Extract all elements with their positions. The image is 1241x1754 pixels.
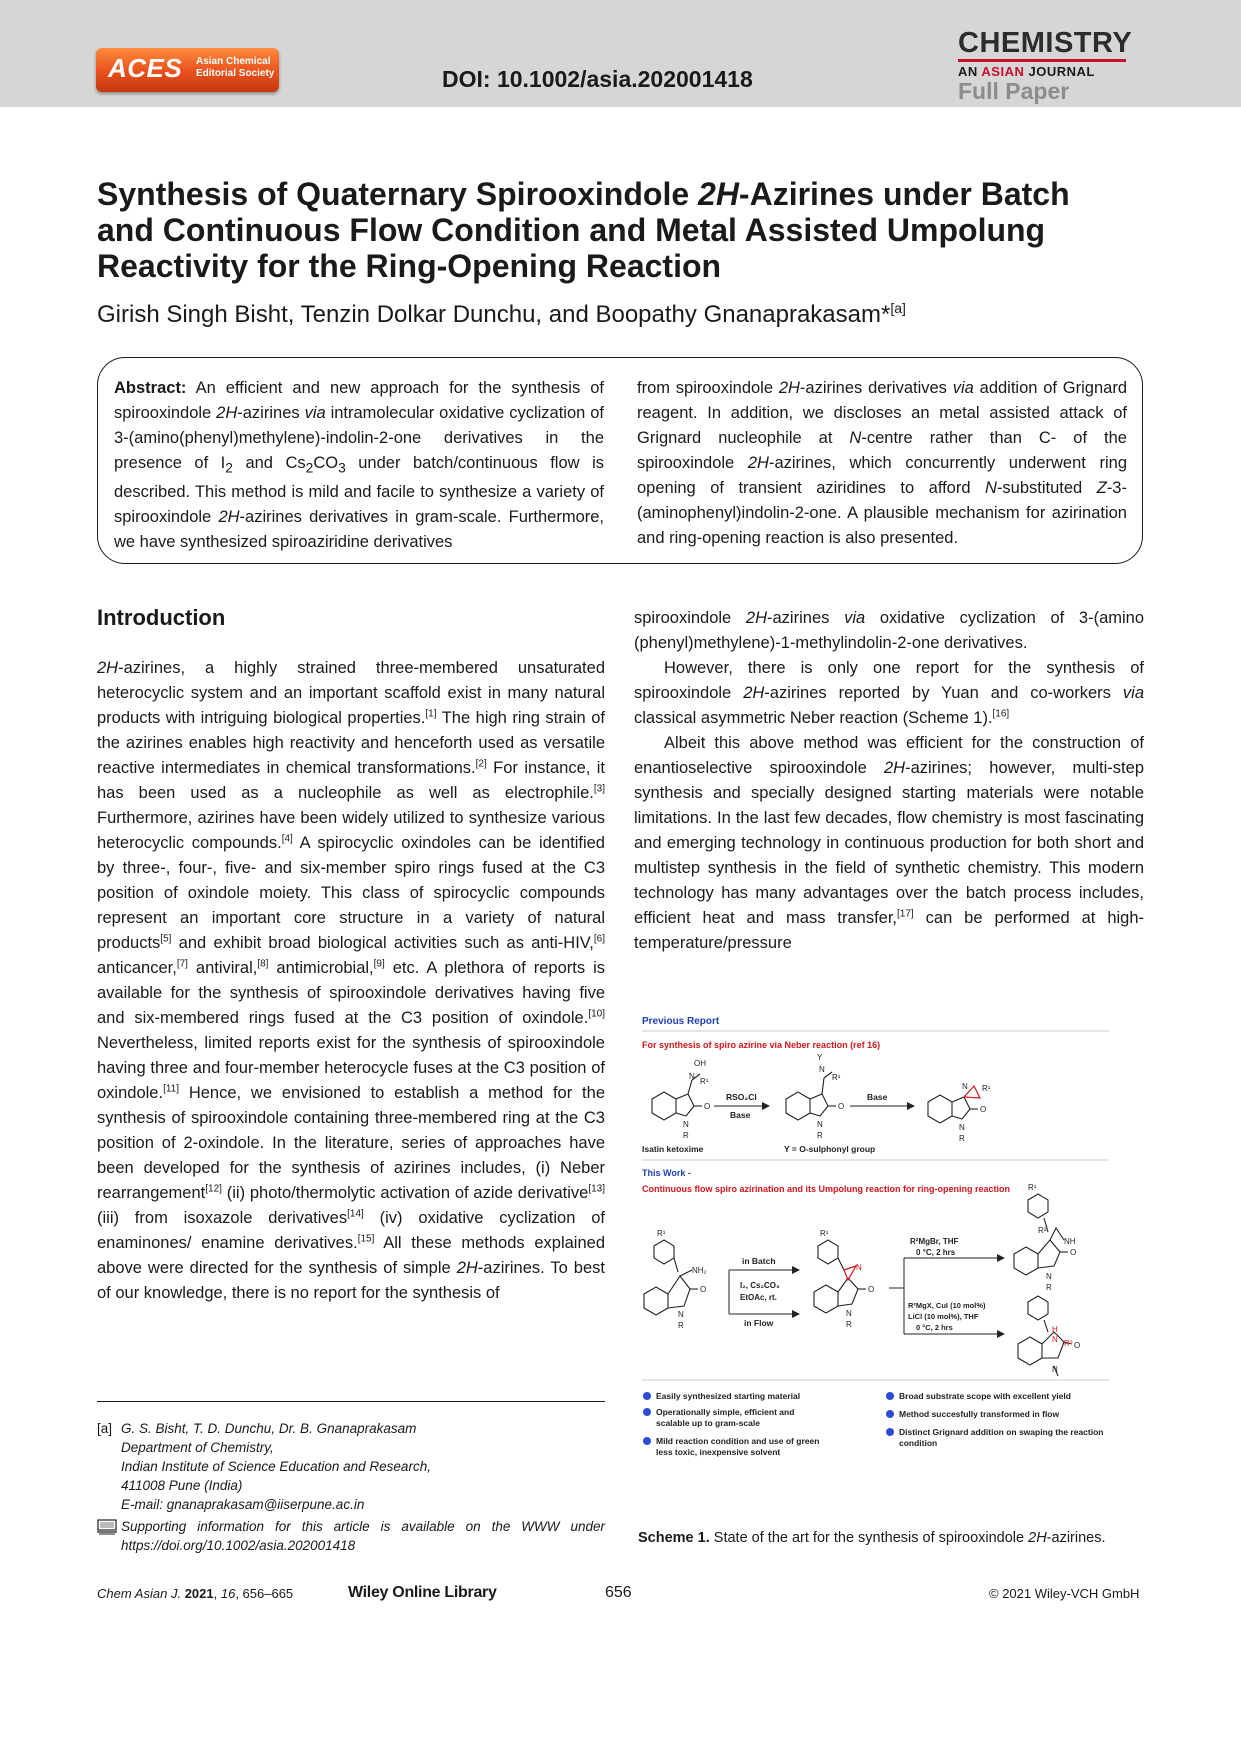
j2a: AN xyxy=(958,64,982,79)
t13: anticancer, xyxy=(97,959,177,977)
grignard-bottom-reagent: R²MgX, CuI (10 mol%) xyxy=(908,1301,986,1310)
abs-r12: -3-(aminophenyl)indolin-2-one. A plausible mechanism for azirination and ring-opening reaction is also presented. xyxy=(637,479,1127,547)
abs-l3: via xyxy=(304,404,326,422)
r-label-3: R xyxy=(959,1134,965,1143)
n-red-label: N xyxy=(1052,1335,1058,1344)
reagent-base-1: Base xyxy=(730,1110,751,1120)
bullet-6-text-2: condition xyxy=(899,1438,938,1448)
this-work-label: This Work - xyxy=(642,1168,691,1178)
r3a: Albeit this above method was efficient for the construction of enantioselective spirooxindole xyxy=(634,734,1144,777)
page-header xyxy=(0,0,1241,107)
abs-l0: An efficient and new approach for the synthesis of spirooxindole xyxy=(114,379,604,422)
ref-16[interactable]: [16] xyxy=(992,708,1010,720)
page-number: 656 xyxy=(605,1584,632,1601)
bullet-4: Broad substrate scope with excellent yield xyxy=(899,1391,1071,1401)
n-label-11: N xyxy=(1052,1365,1058,1374)
abstract-label: Abstract: xyxy=(114,379,187,397)
r2-label-1: R² xyxy=(1038,1226,1047,1235)
ref-13[interactable]: [13] xyxy=(588,1183,605,1195)
r2b: 2H xyxy=(743,684,765,702)
r1-label-2: R¹ xyxy=(832,1073,841,1082)
caption-italic: 2H xyxy=(1028,1530,1047,1546)
t25: (ii) photo/thermolytic activation of azide derivative xyxy=(221,1184,589,1202)
bullet-dot xyxy=(886,1410,894,1418)
journal-name: CHEMISTRY xyxy=(958,27,1133,59)
t17: antimicrobial, xyxy=(268,959,374,977)
abs-r9: N xyxy=(985,479,997,497)
abs-r7: 2H xyxy=(747,454,769,472)
abs-l1: 2H xyxy=(216,404,238,422)
r-label-1: R xyxy=(683,1131,689,1140)
isatin-ketoxime-label: Isatin ketoxime xyxy=(642,1144,704,1154)
r3e: can be performed at high-temperature/pressure xyxy=(634,909,1145,952)
aces-logo-subtext xyxy=(196,56,274,80)
caption-label: Scheme 1. xyxy=(638,1530,710,1546)
bullet-3-text-2: less toxic, inexpensive solvent xyxy=(656,1447,781,1457)
y-definition-label: Y = O-sulphonyl group xyxy=(784,1144,876,1154)
footnote-body xyxy=(121,1419,605,1514)
abstract-box xyxy=(97,357,1143,564)
abs-l6: and Cs xyxy=(232,454,306,472)
intro-right-paragraph-3 xyxy=(634,731,1144,956)
ref-9[interactable]: [9] xyxy=(373,958,385,970)
t33: -azirines. To best of our knowledge, there is no report for the synthesis of xyxy=(97,1259,605,1302)
r1-label-3: R¹ xyxy=(982,1084,991,1093)
wiley-online-library[interactable]: Wiley Online Library xyxy=(348,1584,497,1601)
abstract-left xyxy=(114,376,604,555)
abs-r5: N xyxy=(849,429,862,447)
scheme-caption xyxy=(638,1530,1106,1546)
t27: (iii) from isoxazole derivatives xyxy=(97,1209,348,1227)
title-italic: 2H xyxy=(698,176,739,212)
o-label-5: O xyxy=(868,1285,875,1294)
r1e: oxidative cyclization of 3-(amino (phenyl)methylene)-1-methylindolin-2-one derivatives. xyxy=(634,609,1145,652)
bullet-dot xyxy=(643,1408,651,1416)
r2c: -azirines reported by Yuan and co-workers xyxy=(764,684,1123,702)
footnote-rule xyxy=(97,1401,605,1402)
grignard-bottom-condition: 0 °C, 2 hrs xyxy=(916,1323,953,1332)
title-part-2: -Azirines under Batch and Continuous Flow Condition and Metal Assisted Umpolung Reactivity for the Ring-Opening Reaction xyxy=(97,176,1070,284)
r1-label-1: R¹ xyxy=(700,1077,709,1086)
r2d: via xyxy=(1122,684,1144,702)
intro-right-paragraph-1 xyxy=(634,606,1144,656)
journal-rule xyxy=(958,59,1126,62)
r2-label-2: R² xyxy=(1064,1339,1073,1348)
bullet-2-text: Operationally simple, efficient and xyxy=(656,1407,795,1417)
footnote-line-3: Indian Institute of Science Education and Research, xyxy=(121,1459,431,1474)
ring-opened-product xyxy=(1018,1296,1072,1376)
abs-r10: -substituted xyxy=(996,479,1097,497)
n-label-9: N xyxy=(846,1309,852,1318)
r-label-5: R xyxy=(846,1320,852,1329)
previous-report-label: Previous Report xyxy=(642,1016,720,1027)
o-label-6: O xyxy=(1070,1248,1077,1257)
scheme-1-figure xyxy=(634,1014,1144,1514)
footnote-email[interactable]: E-mail: gnanaprakasam@iiserpune.ac.in xyxy=(121,1497,365,1512)
aces-sub-2: Editorial Society xyxy=(196,68,275,79)
r-label-4: R xyxy=(678,1321,684,1330)
sulphonyl-oxime-structure xyxy=(786,1072,836,1120)
abs-l7: 2 xyxy=(305,460,314,476)
caption-text-1: State of the art for the synthesis of spirooxindole xyxy=(709,1530,1029,1546)
t3: The high ring strain of the azirines enables high reactivity and henceforth used as versatile reactive intermediates in chemical transformations. xyxy=(97,709,605,777)
n-label-7: N xyxy=(678,1310,684,1319)
grignard-top-reagent: R²MgBr, THF xyxy=(910,1237,959,1246)
o-label-3: O xyxy=(980,1105,987,1114)
r1-label-4: R¹ xyxy=(657,1229,666,1238)
abs-r11: Z xyxy=(1096,479,1107,497)
n-label-8: N xyxy=(856,1263,862,1272)
ref-7[interactable]: [7] xyxy=(176,958,188,970)
article-type: Full Paper xyxy=(958,78,1070,104)
n-label-3: N xyxy=(819,1065,825,1074)
bullet-dot xyxy=(886,1428,894,1436)
abs-r8: -azirines, which concurrently underwent ring opening of transient aziridines to afford xyxy=(637,454,1127,497)
nh2-label: NH₂ xyxy=(692,1266,707,1275)
t9: A spirocyclic oxindoles can be identified by three-, four-, five- and six-member spiro rings fused at the C3 position of oxindole moiety. This class of spirocyclic compounds represent an important core structure in a variety of natural products xyxy=(97,834,605,952)
r2a: However, there is only one report for the synthesis of spirooxindole xyxy=(634,659,1144,702)
intro-left-column xyxy=(97,656,605,1306)
bullet-2 xyxy=(656,1407,794,1428)
bullet-2-text-2: scalable up to gram-scale xyxy=(656,1418,760,1428)
reagents-etoac: EtOAc, rt. xyxy=(740,1293,777,1302)
abs-r3: via xyxy=(952,379,974,397)
t0: 2H xyxy=(97,659,119,677)
ref-8[interactable]: [8] xyxy=(257,958,269,970)
bullet-3-text: Mild reaction condition and use of green xyxy=(656,1436,820,1446)
r3b: 2H xyxy=(883,759,906,777)
abs-l10: under batch/continuous flow is described. This method is mild and facile to synthesize a variety of spirooxindole xyxy=(114,454,604,527)
intro-paragraph-1 xyxy=(97,656,605,1306)
n-label-4: N xyxy=(817,1120,823,1129)
r1-label-6: R¹ xyxy=(1028,1183,1037,1192)
bullet-6 xyxy=(899,1427,1104,1448)
this-work-subtitle: Continuous flow spiro azirination and its Umpolung reaction for ring-opening reaction xyxy=(642,1184,1010,1194)
spiro-azirine-product-2 xyxy=(814,1240,866,1313)
bullet-dot xyxy=(643,1392,651,1400)
t32: 2H xyxy=(456,1259,478,1277)
abs-r2: -azirines derivatives xyxy=(799,379,953,397)
j2b: ASIAN xyxy=(981,64,1025,79)
oh-label: OH xyxy=(694,1059,706,1068)
abs-l2: -azirines xyxy=(237,404,305,422)
ref-1[interactable]: [1] xyxy=(425,708,437,720)
abs-l5: 2 xyxy=(225,460,233,476)
r1a: spirooxindole xyxy=(634,609,746,627)
title-part-1: Synthesis of Quaternary Spirooxindole xyxy=(97,176,699,212)
caption-text-2: -azirines. xyxy=(1046,1530,1106,1546)
abs-l8: CO xyxy=(313,454,339,472)
t23: Hence, we envisioned to establish a method for the synthesis of spirooxindole containing three-membered ring at the C3 position of 2-oxindole. In the literature, series of approaches have been developed for the synthesis of azirines includes, (i) Neber rearrangement xyxy=(97,1084,605,1202)
section-heading-introduction: Introduction xyxy=(97,605,226,630)
t1: -azirines, a highly strained three-membered unsaturated heterocyclic system and an important scaffold exist in many natural products with intriguing biological properties. xyxy=(97,659,605,727)
ref-11[interactable]: [11] xyxy=(163,1083,179,1095)
reagent-base-2: Base xyxy=(867,1092,888,1102)
ref-12[interactable]: [12] xyxy=(205,1183,222,1195)
nh-red-label: H xyxy=(1052,1325,1058,1334)
article-title xyxy=(97,176,1097,284)
footnote-line-2: Department of Chemistry, xyxy=(121,1440,274,1455)
abs-l4: intramolecular oxidative cyclization of 3-(amino(phenyl)methylene)-indolin-2-one derivatives in the presence of I xyxy=(114,404,605,472)
grignard-bottom-additive: LiCl (10 mol%), THF xyxy=(908,1312,979,1321)
footer-copyright: © 2021 Wiley-VCH GmbH xyxy=(989,1586,1140,1601)
o-label-1: O xyxy=(704,1102,711,1111)
j2c: JOURNAL xyxy=(1024,64,1095,79)
t15: antiviral, xyxy=(187,959,258,977)
t21: Nevertheless, limited reports exist for the synthesis of spirooxindole having three and four-member heterocycle fuses at the C3 position of oxindole. xyxy=(97,1034,605,1102)
ref-6[interactable]: [6] xyxy=(593,933,605,945)
footer-pages: 656–665 xyxy=(242,1586,294,1601)
ref-4[interactable]: [4] xyxy=(281,833,293,845)
footer-volume: 16 xyxy=(220,1586,236,1601)
spiro-azirine-product-1 xyxy=(928,1095,978,1123)
author-list: Girish Singh Bisht, Tenzin Dolkar Dunchu, and Boopathy Gnanaprakasam* xyxy=(97,301,891,328)
abs-l12: -azirines derivatives in gram-scale. Furthermore, we have synthesized spiroaziridine derivatives xyxy=(114,508,605,552)
r-label-6: R xyxy=(1046,1283,1052,1292)
n-label-5: N xyxy=(962,1082,968,1091)
scheme-bullets xyxy=(643,1391,1104,1457)
y-label: Y xyxy=(817,1053,823,1062)
n-label-2: N xyxy=(683,1120,689,1129)
t19: etc. A plethora of reports is available for the synthesis of spirooxindole derivatives having five and six-membered rings fused at the C3 position of oxindole. xyxy=(97,959,605,1027)
footnote-line-1: G. S. Bisht, T. D. Dunchu, Dr. B. Gnanaprakasam xyxy=(121,1421,417,1436)
in-flow-label: in Flow xyxy=(744,1318,774,1328)
r1d: via xyxy=(844,609,866,627)
footnote-line-4: 411008 Pune (India) xyxy=(121,1478,243,1493)
ref-14[interactable]: [14] xyxy=(347,1208,364,1220)
bullet-3 xyxy=(656,1436,819,1457)
abs-r6: -centre rather than C- of the spirooxindole xyxy=(637,429,1127,472)
bullet-dot xyxy=(886,1392,894,1400)
reagent-rso2cl: RSO₂Cl xyxy=(726,1092,757,1102)
ref-15[interactable]: [15] xyxy=(357,1233,375,1245)
ref-3[interactable]: [3] xyxy=(593,783,605,795)
t11: and exhibit broad biological activities such as anti-HIV, xyxy=(171,934,594,952)
ref-17[interactable]: [17] xyxy=(897,908,914,920)
abs-r4: addition of Grignard reagent. In addition, we discloses an metal assisted attack of Grignard nucleophile at xyxy=(637,379,1127,447)
o-label-7: O xyxy=(1074,1341,1081,1350)
footer-citation: Chem Asian J. 2021, 16, 656–665 xyxy=(97,1586,294,1601)
aces-logo-text: ACES xyxy=(108,53,183,83)
supporting-info-text[interactable]: Supporting information for this article is available on the WWW under https://doi.org/10.1002/asia.202001418 xyxy=(121,1519,605,1553)
r1c: -azirines xyxy=(767,609,845,627)
in-batch-label: in Batch xyxy=(742,1256,776,1266)
abs-l11: 2H xyxy=(218,508,240,527)
o-label-2: O xyxy=(838,1102,845,1111)
n-label-6: N xyxy=(959,1123,965,1132)
nh-label: NH xyxy=(1064,1237,1076,1246)
t31: All these methods explained above were directed for the synthesis of simple xyxy=(97,1234,605,1277)
r1b: 2H xyxy=(745,609,768,627)
footer-journal: Chem Asian J. xyxy=(97,1586,182,1601)
grignard-top-condition: 0 °C, 2 hrs xyxy=(916,1248,956,1257)
abs-r1: 2H xyxy=(778,379,800,397)
r3c: -azirines; however, multi-step synthesis and specially designed starting materials were notable limitations. In the last few decades, flow chemistry is most fascinating and emerging technology in continuous production for both short and multistep synthesis in the field of synthetic chemistry. This modern technology has many advantages over the batch process includes, efficient heat and mass transfer, xyxy=(634,759,1144,927)
journal-subtitle xyxy=(958,64,1126,79)
ref-10[interactable]: [10] xyxy=(588,1008,605,1020)
intro-right-column xyxy=(634,606,1144,956)
bullet-6-text: Distinct Grignard addition on swaping the reaction xyxy=(899,1427,1104,1437)
authors xyxy=(97,300,906,329)
computer-icon xyxy=(97,1519,117,1535)
author-affiliation-mark: [a] xyxy=(890,300,906,316)
t7: Furthermore, azirines have been widely utilized to synthesize various heterocyclic compounds. xyxy=(97,809,605,852)
enamine-starting-material xyxy=(644,1240,698,1315)
abs-l9: 3 xyxy=(338,460,346,476)
journal-logo xyxy=(958,27,1133,104)
ref-5[interactable]: [5] xyxy=(160,933,172,945)
bullet-5: Method succesfully transformed in flow xyxy=(899,1409,1060,1419)
abs-r0: from spirooxindole xyxy=(637,379,779,397)
ref-2[interactable]: [2] xyxy=(475,758,487,770)
doi[interactable]: DOI: 10.1002/asia.202001418 xyxy=(442,66,753,92)
t29: (iv) oxidative cyclization of enaminones/ enamine derivatives. xyxy=(97,1209,605,1252)
intro-right-paragraph-2 xyxy=(634,656,1144,731)
n-label-1: N xyxy=(689,1072,695,1081)
reagents-i2-cs2co3: I₂, Cs₂CO₃ xyxy=(740,1281,780,1290)
r1-label-5: R¹ xyxy=(820,1229,829,1238)
footnote-label: [a] xyxy=(97,1421,113,1436)
r2e: classical asymmetric Neber reaction (Scheme 1). xyxy=(634,709,993,727)
bullet-dot xyxy=(643,1437,651,1445)
aces-logo xyxy=(96,48,279,92)
footer-year: 2021 xyxy=(184,1586,214,1601)
abstract-right xyxy=(637,376,1127,551)
t5: For instance, it has been used as a nucleophile as well as electrophile. xyxy=(97,759,606,802)
previous-report-subtitle: For synthesis of spiro azirine via Neber reaction (ref 16) xyxy=(642,1040,881,1050)
r-label-2: R xyxy=(817,1131,823,1140)
o-label-4: O xyxy=(700,1285,707,1294)
azirine-ring-2 xyxy=(844,1266,856,1280)
aces-sub-1: Asian Chemical xyxy=(196,56,271,67)
n-label-10: N xyxy=(1046,1272,1052,1281)
bullet-1: Easily synthesized starting material xyxy=(656,1391,801,1401)
